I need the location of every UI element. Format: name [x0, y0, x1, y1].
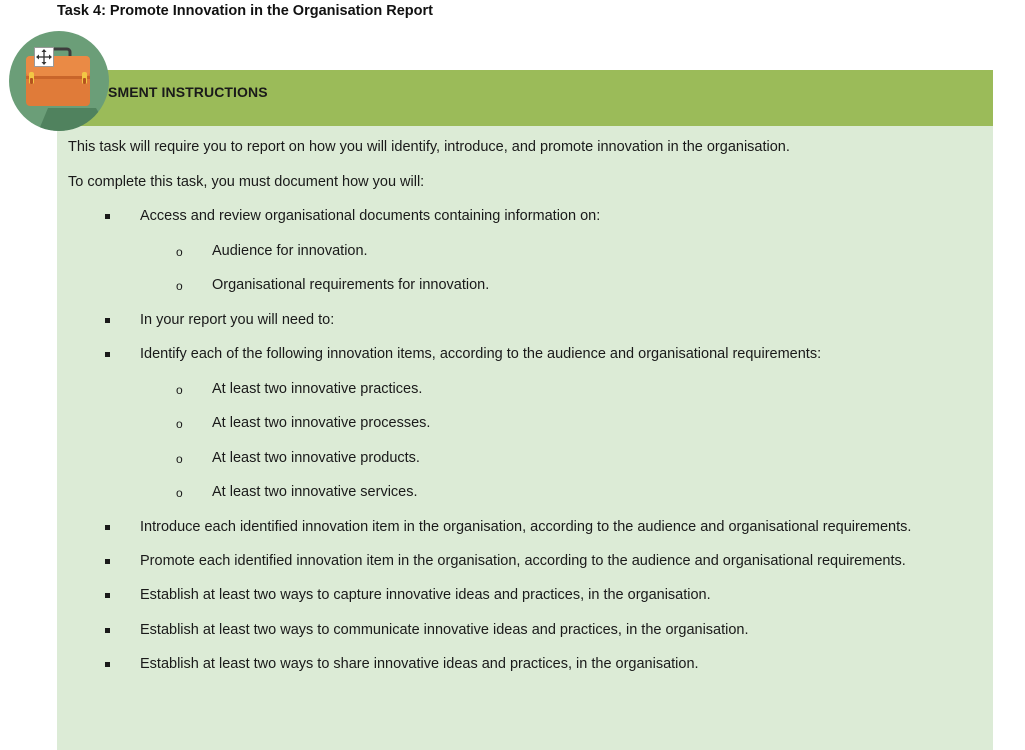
- list-item: Establish at least two ways to capture innovative ideas and practices, in the organisation.: [140, 587, 711, 603]
- square-bullet: [105, 559, 110, 564]
- list-subitem: At least two innovative services.: [212, 484, 418, 500]
- list-item: Identify each of the following innovation items, according to the audience and organisational requirements:: [140, 346, 822, 362]
- section-heading: SMENT INSTRUCTIONS: [108, 84, 268, 100]
- list-subitem: Audience for innovation.: [212, 243, 368, 259]
- square-bullet: [105, 628, 110, 633]
- list-item: In your report you will need to:: [140, 312, 335, 328]
- move-arrows-icon[interactable]: [34, 47, 54, 67]
- circle-bullet: o: [176, 417, 183, 431]
- square-bullet: [105, 662, 110, 667]
- lead-paragraph: To complete this task, you must document how you will:: [68, 174, 425, 190]
- circle-bullet: o: [176, 245, 183, 259]
- square-bullet: [105, 318, 110, 323]
- square-bullet: [105, 525, 110, 530]
- square-bullet: [105, 214, 110, 219]
- circle-bullet: o: [176, 486, 183, 500]
- list-subitem: At least two innovative processes.: [212, 415, 431, 431]
- square-bullet: [105, 352, 110, 357]
- list-item: Establish at least two ways to communicate innovative ideas and practices, in the organisation.: [140, 622, 749, 638]
- briefcase-icon: [8, 30, 110, 132]
- square-bullet: [105, 593, 110, 598]
- list-item: Establish at least two ways to share innovative ideas and practices, in the organisation.: [140, 656, 699, 672]
- list-subitem: At least two innovative practices.: [212, 381, 423, 397]
- circle-bullet: o: [176, 452, 183, 466]
- circle-bullet: o: [176, 279, 183, 293]
- document-title: Task 4: Promote Innovation in the Organisation Report: [57, 3, 433, 19]
- list-item: Promote each identified innovation item in the organisation, according to the audience and organisational requirements.: [140, 553, 906, 569]
- circle-bullet: o: [176, 383, 183, 397]
- intro-paragraph: This task will require you to report on how you will identify, introduce, and promote innovation in the organisation.: [68, 139, 790, 155]
- list-item: Introduce each identified innovation item in the organisation, according to the audience and organisational requirements.: [140, 519, 912, 535]
- list-subitem: At least two innovative products.: [212, 450, 420, 466]
- list-subitem: Organisational requirements for innovation.: [212, 277, 490, 293]
- list-item: Access and review organisational documents containing information on:: [140, 208, 601, 224]
